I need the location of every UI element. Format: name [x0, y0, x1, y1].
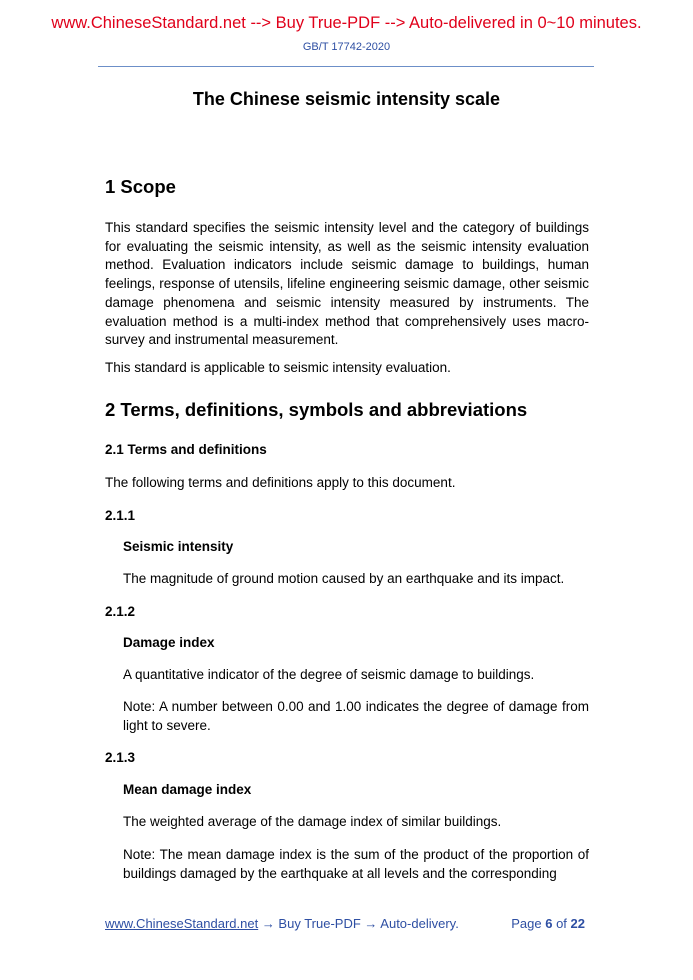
total-pages: 22	[570, 916, 585, 931]
header-divider	[98, 66, 594, 67]
term-note: Note: The mean damage index is the sum of the product of the proportion of buildings damaged by the earthquake at all levels and the corresponding	[123, 847, 589, 881]
standard-code: GB/T 17742-2020	[302, 41, 391, 53]
term-note: Note: A number between 0.00 and 1.00 indicates the degree of damage from light to severe.	[123, 699, 589, 733]
term-number: 2.1.3	[105, 750, 136, 765]
top-banner[interactable]: www.ChineseStandard.net --> Buy True-PDF --> Auto-delivered in 0~10 minutes.	[51, 14, 642, 32]
term-definition: A quantitative indicator of the degree of seismic damage to buildings.	[123, 667, 535, 682]
term-number: 2.1.1	[105, 508, 136, 523]
footer-tagline: → Buy True-PDF → Auto-delivery.	[258, 916, 459, 931]
term-definition: The magnitude of ground motion caused by an earthquake and its impact.	[123, 571, 565, 586]
section-heading-terms: 2 Terms, definitions, symbols and abbreviations	[105, 399, 528, 420]
scope-applicability-paragraph: This standard is applicable to seismic intensity evaluation.	[105, 360, 451, 375]
subsection-heading: 2.1 Terms and definitions	[105, 442, 267, 457]
section-heading-scope: 1 Scope	[105, 176, 176, 197]
page-footer	[105, 916, 585, 931]
page-indicator	[511, 916, 585, 931]
term-name: Damage index	[123, 635, 215, 650]
document-title: The Chinese seismic intensity scale	[192, 89, 501, 109]
of-word: of	[556, 916, 567, 931]
current-page-number: 6	[545, 916, 553, 931]
term-name: Mean damage index	[123, 782, 252, 797]
term-number: 2.1.2	[105, 604, 136, 619]
term-definition: The weighted average of the damage index of similar buildings.	[123, 814, 502, 829]
terms-intro: The following terms and definitions apply to this document.	[105, 475, 456, 490]
page-word: Page	[511, 916, 542, 931]
term-name: Seismic intensity	[123, 539, 234, 554]
footer-website-link[interactable]: www.ChineseStandard.net	[105, 916, 259, 931]
scope-paragraph: This standard specifies the seismic intensity level and the category of buildings for evaluating the seismic intensity, as well as the seismic intensity evaluation method. Evaluation indicators include seismic damage to buildings, human feelings, response of utensils, lifeline engineering seismic damage, other seismic damage phenomena and seismic intensity measured by instruments. The evaluation method is a multi-index method that comprehensively uses macro-survey and instrumental measurement.	[105, 220, 589, 348]
